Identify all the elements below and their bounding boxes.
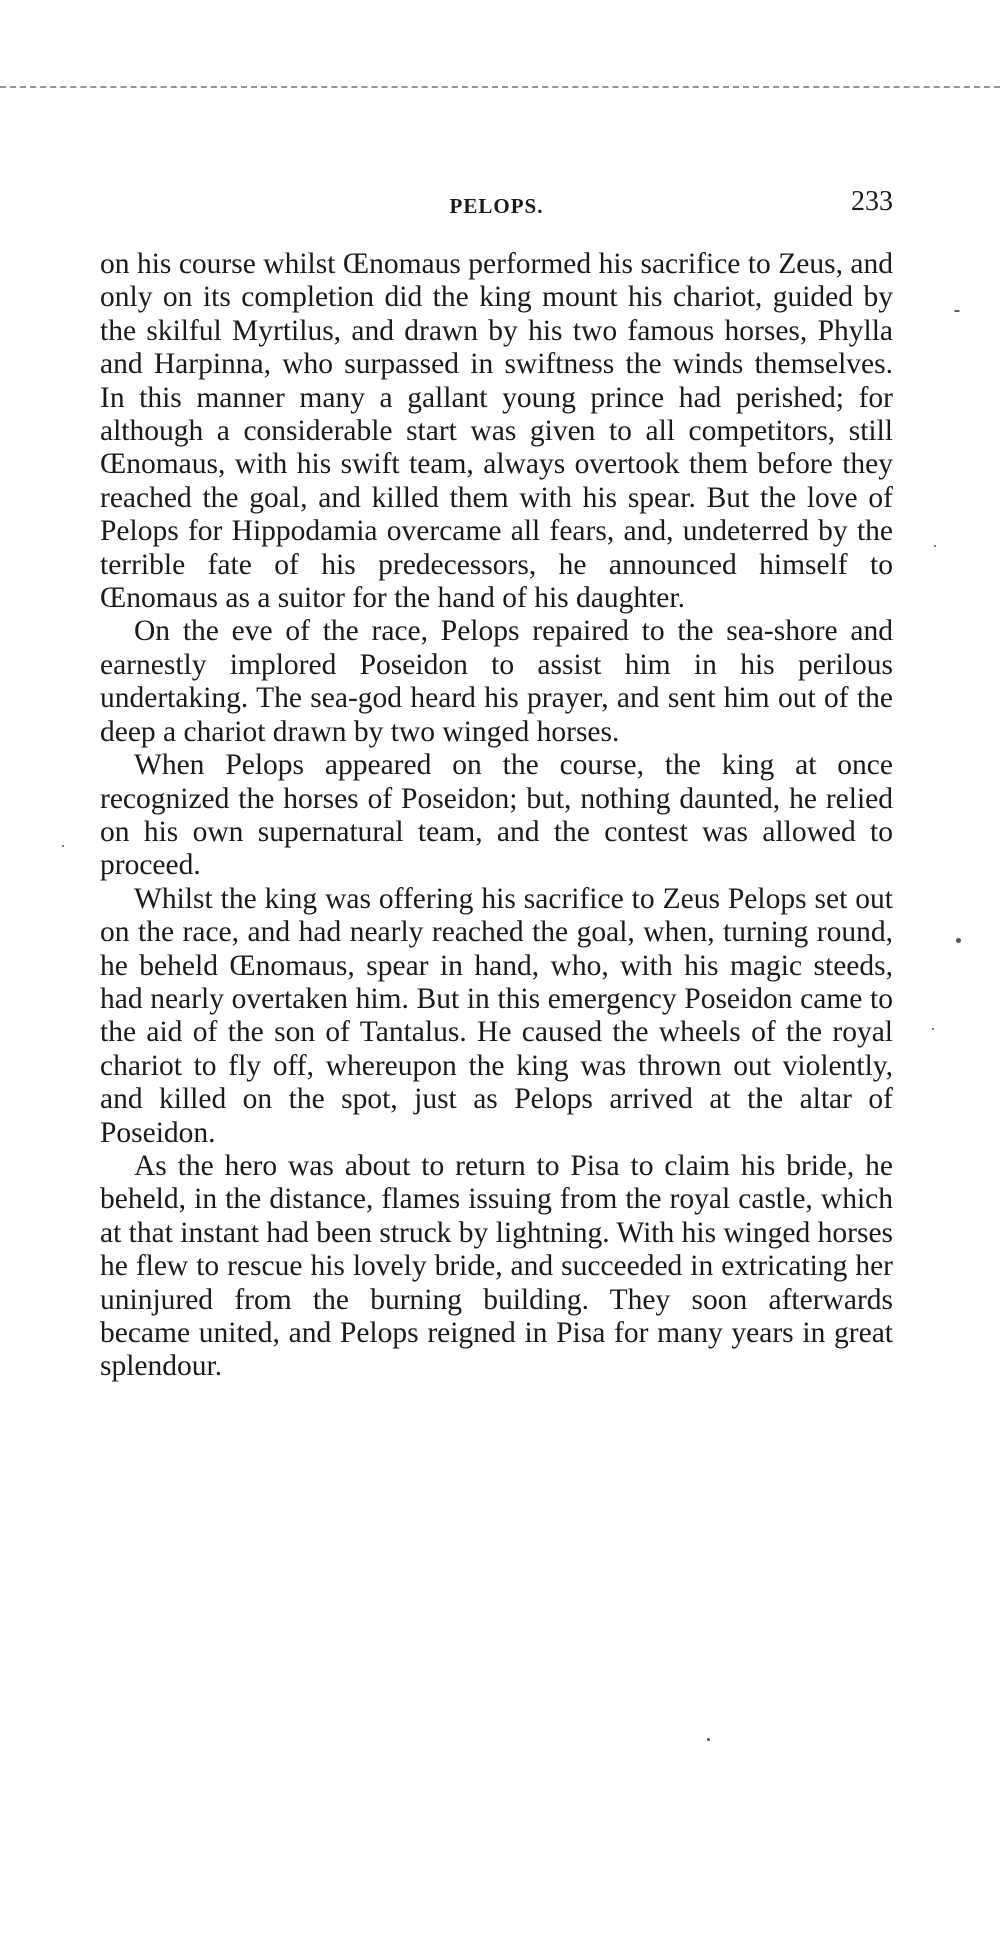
running-head: PELOPS.	[449, 194, 544, 218]
scan-speck	[62, 845, 64, 847]
page-number: 233	[851, 186, 893, 217]
paragraph-bride: As the hero was about to return to Pisa to claim his bride, he beheld, in the distance, flames issuing from the royal castle, which at that instant had been struck by lightning. With his winged horses he flew to rescue his lovely bride, and succeeded in extricating her uninjured from the burning building. They soon afterwards became united, and Pelops reigned in Pisa for many years in great splendour.	[100, 1149, 894, 1383]
top-scan-rule	[0, 86, 1000, 88]
page-header	[100, 182, 893, 222]
scan-speck	[932, 1028, 934, 1030]
scan-speck	[956, 938, 961, 943]
paragraph-eve-of-race: On the eve of the race, Pelops repaired to the sea-shore and earnestly implored Poseidon to assist him in his perilous undertaking. The sea-god heard his prayer, and sent him out of the deep a chariot drawn by two winged horses.	[100, 615, 893, 748]
scan-speck	[954, 310, 960, 312]
paragraph-course: When Pelops appeared on the course, the king at once recognized the horses of Poseidon; but, nothing daunted, he relied on his own supernatural team, and the contest was allowed to proceed.	[100, 749, 893, 882]
body-text	[100, 248, 893, 1384]
paragraph-race: Whilst the king was offering his sacrifice to Zeus Pelops set out on the race, and had nearly reached the goal, when, turning round, he beheld Œnomaus, spear in hand, who, with his magic steeds, had nearly overtaken him. But in this emergency Poseidon came to the aid of the son of Tantalus. He caused the wheels of the royal chariot to fly off, whereupon the king was thrown out violently, and killed on the spot, just as Pelops arrived at the altar of Poseidon.	[100, 882, 893, 1149]
paragraph-continued: on his course whilst Œnomaus performed his sacrifice to Zeus, and only on its completion did the king mount his chariot, guided by the skilful Myrtilus, and drawn by his two famous horses, Phylla and Harpinna, who surpassed in swiftness the winds themselves. In this manner many a gallant young prince had perished; for although a considerable start was given to all competitors, still Œnomaus, with his swift team, always overtook them before they reached the goal, and killed them with his spear. But the love of Pelops for Hippodamia overcame all fears, and, undeterred by the terrible fate of his predecessors, he announced himself to Œnomaus as a suitor for the hand of his daughter.	[100, 248, 893, 615]
scan-speck	[707, 1738, 710, 1741]
scan-speck	[934, 545, 936, 547]
